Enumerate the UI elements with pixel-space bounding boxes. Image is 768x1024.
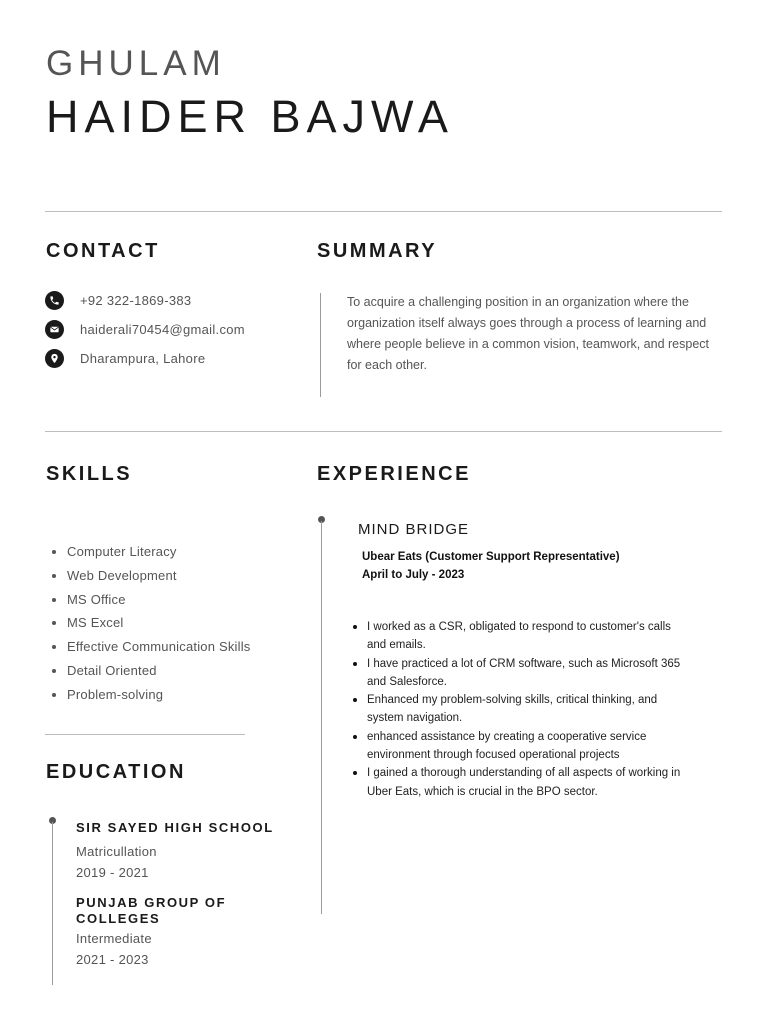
education-degree: Matricullation — [76, 844, 157, 859]
experience-bullet: I worked as a CSR, obligated to respond to customer's calls and emails. — [352, 618, 692, 655]
phone-icon — [45, 291, 64, 310]
map-pin-icon — [45, 349, 64, 368]
education-school: PUNJAB GROUP OF COLLEGES — [76, 895, 227, 926]
experience-title: EXPERIENCE — [317, 463, 471, 485]
divider — [45, 211, 722, 212]
summary-line — [320, 293, 321, 397]
education-years: 2021 - 2023 — [76, 952, 149, 967]
summary-text: To acquire a challenging position in an organization where the organization itself always goes through a process of learning and where people believe in a common vision, teamwork, and respect for each other. — [347, 295, 709, 372]
skill-item: Problem-solving — [46, 687, 296, 711]
summary-title: SUMMARY — [317, 240, 438, 262]
first-name: GHULAM — [46, 44, 226, 83]
experience-bullet: I gained a thorough understanding of all aspects of working in Uber Eats, which is crucial in the BPO sector. — [352, 764, 692, 801]
skill-item: Web Development — [46, 568, 296, 592]
experience-bullet: I have practiced a lot of CRM software, such as Microsoft 365 and Salesforce. — [352, 655, 692, 692]
experience-timeline-line — [321, 521, 322, 914]
education-timeline-line — [52, 822, 53, 985]
divider — [45, 431, 722, 432]
job-role: Ubear Eats (Customer Support Representative) — [362, 551, 620, 563]
experience-bullet: enhanced assistance by creating a cooperative service environment through focused operational projects — [352, 728, 692, 765]
education-entry — [76, 895, 266, 967]
skill-item: Effective Communication Skills — [46, 639, 296, 663]
contact-phone — [45, 290, 191, 310]
job-info — [362, 548, 702, 584]
contact-email-text: haiderali70454@gmail.com — [80, 321, 245, 337]
skill-item: Detail Oriented — [46, 663, 296, 687]
contact-title: CONTACT — [46, 240, 160, 262]
divider — [45, 734, 245, 735]
experience-bullets — [352, 618, 692, 801]
contact-location — [45, 348, 205, 368]
contact-location-text: Dharampura, Lahore — [80, 350, 206, 366]
contact-phone-text: +92 322-1869-383 — [80, 292, 192, 308]
job-period: April to July - 2023 — [362, 569, 465, 581]
skill-item: Computer Literacy — [46, 544, 296, 568]
skills-list — [46, 544, 296, 711]
education-degree: Intermediate — [76, 931, 152, 946]
education-school: SIR SAYED HIGH SCHOOL — [76, 820, 274, 835]
skills-title: SKILLS — [46, 463, 133, 485]
experience-bullet: Enhanced my problem-solving skills, critical thinking, and system navigation. — [352, 691, 692, 728]
education-title: EDUCATION — [46, 761, 186, 783]
education-entry — [76, 820, 291, 880]
skill-item: MS Office — [46, 592, 296, 616]
company-name: MIND BRIDGE — [358, 521, 470, 538]
last-name: HAIDER BAJWA — [46, 91, 454, 142]
skill-item: MS Excel — [46, 615, 296, 639]
envelope-icon — [45, 320, 64, 339]
contact-email — [45, 319, 245, 339]
education-years: 2019 - 2021 — [76, 865, 149, 880]
